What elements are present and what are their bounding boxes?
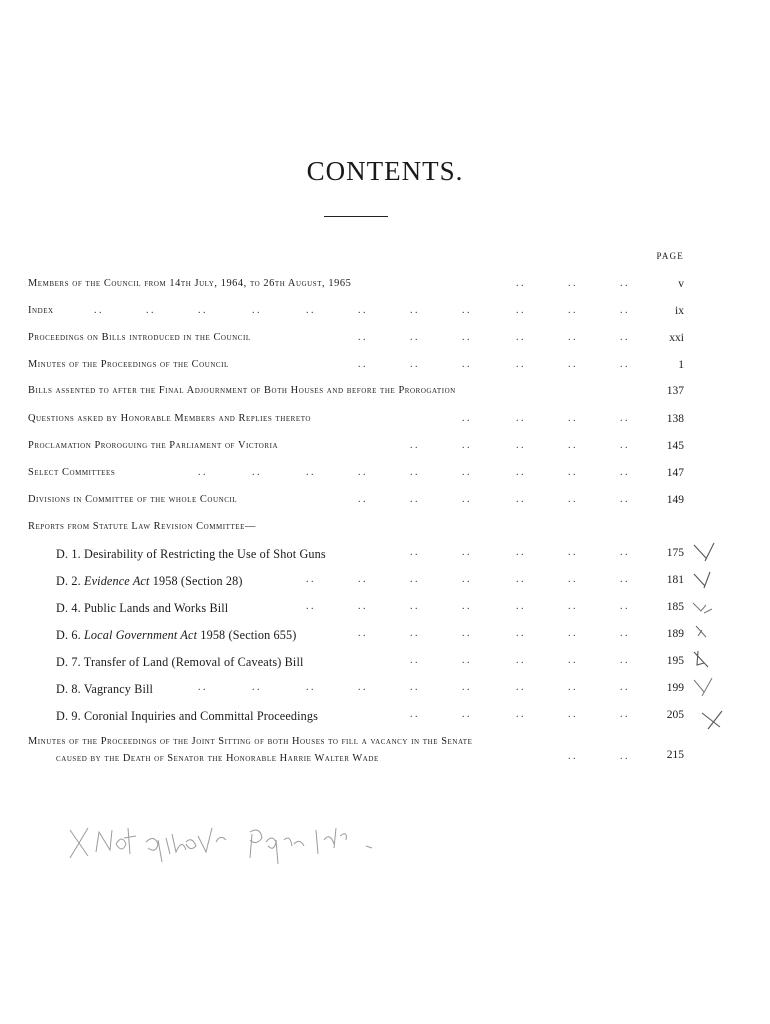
entry-label: Proceedings on Bills introduced in the Council [28, 332, 251, 343]
check-mark-icon [698, 707, 728, 733]
toc-entry-joint-sitting[interactable]: Minutes of the Proceedings of the Joint Sitting of both Houses to fill a vacancy in the Senate caused by the Death of Senator the Honorable Harrie Walter Wade . . . . 215 [0, 733, 770, 773]
toc-entry[interactable]: Proceedings on Bills introduced in the Council . . . . . . . . . . . . xxi [28, 332, 684, 344]
report-page: 175 [666, 547, 684, 559]
report-label [56, 574, 243, 589]
entry-label [28, 733, 472, 767]
report-entry[interactable]: D. 7. Transfer of Land (Removal of Caveats) Bill . . . . . . . . . . 195 [0, 655, 770, 677]
report-page: 185 [666, 601, 684, 613]
report-number: D. 9. [56, 709, 81, 723]
handwritten-pencil-note [66, 818, 446, 868]
entry-label-line1: Minutes of the Proceedings of the Joint Sitting of both Houses to fill a vacancy in the Senate [28, 736, 473, 747]
toc-entry[interactable]: Divisions in Committee of the whole Council . . . . . . . . . . . . 149 [28, 494, 684, 506]
entry-page: 147 [666, 467, 684, 479]
report-page: 199 [666, 682, 684, 694]
entry-page: 215 [666, 749, 684, 761]
toc-entry[interactable]: Members of the Council from 14th July, 1964, to 26th August, 1965 . . . . . . v [28, 278, 684, 290]
title-rule [324, 216, 388, 217]
report-page: 195 [666, 655, 684, 667]
entry-page: 137 [666, 385, 684, 397]
report-text: 1958 (Section 28) [152, 574, 243, 588]
report-page: 189 [666, 628, 684, 640]
toc-entry[interactable]: Index . . . . . . . . . . . . . . . . . . . . . . ix [28, 305, 684, 317]
entry-label: Proclamation Proroguing the Parliament of Victoria [28, 440, 279, 451]
report-text: Vagrancy Bill [83, 682, 154, 696]
check-mark-icon [690, 568, 720, 594]
report-entry[interactable]: D. 4. Public Lands and Works Bill . . . . . . . . . . . . . . 185 [0, 601, 770, 623]
report-number: D. 4. [56, 601, 81, 615]
report-page: 181 [666, 574, 684, 586]
report-entry[interactable]: D. 9. Coronial Inquiries and Committal Proceedings . . . . . . . . . . 205 [0, 709, 770, 731]
check-mark-icon [690, 649, 720, 675]
entry-page: 138 [666, 413, 684, 425]
entry-page: ix [675, 305, 684, 317]
entry-label: Members of the Council from 14th July, 1964, to 26th August, 1965 [28, 278, 352, 289]
report-number: D. 2. [56, 574, 81, 588]
report-text: Coronial Inquiries and Committal Proceedings [84, 709, 319, 723]
report-text: 1958 (Section 655) [200, 628, 297, 642]
report-label [56, 682, 153, 697]
report-label [56, 655, 304, 670]
entry-label: Divisions in Committee of the whole Council [28, 494, 238, 505]
report-italic: Evidence Act [84, 574, 150, 588]
report-label [56, 709, 318, 724]
toc-entry[interactable]: Questions asked by Honorable Members and Replies thereto . . . . . . . . 138 [28, 413, 684, 425]
report-number: D. 7. [56, 655, 81, 669]
check-mark-icon [690, 595, 720, 621]
report-label [56, 628, 296, 643]
report-label [56, 547, 326, 562]
report-text: Public Lands and Works Bill [84, 601, 229, 615]
entry-label: Bills assented to after the Final Adjournment of Both Houses and before the Prorogation [28, 385, 456, 396]
report-number: D. 8. [56, 682, 81, 696]
entry-page: xxi [669, 332, 684, 344]
entry-page: 145 [666, 440, 684, 452]
report-entry[interactable]: D. 8. Vagrancy Bill . . . . . . . . . . . . . . . . . . 199 [0, 682, 770, 704]
report-entry[interactable]: D. 1. Desirability of Restricting the Use of Shot Guns . . . . . . . . . . 175 [0, 547, 770, 569]
toc-entry[interactable]: Select Committees . . . . . . . . . . . . . . . . . . 147 [28, 467, 684, 479]
check-mark-icon [690, 676, 720, 702]
entry-page: 1 [678, 359, 684, 371]
report-page: 205 [666, 709, 684, 721]
toc-section-heading [0, 521, 770, 543]
report-entry[interactable]: D. 6. Local Government Act 1958 (Section 655) . . . . . . . . . . . . 189 [0, 628, 770, 650]
report-label [56, 601, 228, 616]
report-text: Transfer of Land (Removal of Caveats) Bill [83, 655, 304, 669]
entry-label: Select Committees [28, 467, 116, 478]
page-title: CONTENTS. [306, 156, 464, 186]
entry-page: v [678, 278, 684, 290]
report-entry[interactable]: D. 2. Evidence Act 1958 (Section 28) . . . . . . . . . . . . . . 181 [0, 574, 770, 596]
section-label: Reports from Statute Law Revision Committee— [28, 521, 256, 532]
toc-entry[interactable]: Proclamation Proroguing the Parliament of Victoria . . . . . . . . . . 145 [28, 440, 684, 452]
report-italic: Local Government Act [84, 628, 198, 642]
page-column-header: PAGE [656, 251, 684, 261]
entry-page: 149 [666, 494, 684, 506]
check-mark-icon [690, 541, 720, 567]
entry-label: Minutes of the Proceedings of the Council [28, 359, 229, 370]
entry-label-line2: caused by the Death of Senator the Honorable Harrie Walter Wade [56, 753, 379, 764]
report-number: D. 1. [56, 547, 81, 561]
check-mark-icon [690, 622, 720, 648]
entry-label: Index [28, 305, 54, 316]
report-text: Desirability of Restricting the Use of Shot Guns [84, 547, 326, 561]
report-number: D. 6. [56, 628, 81, 642]
toc-entry[interactable]: Minutes of the Proceedings of the Council . . . . . . . . . . . . 1 [28, 359, 684, 371]
toc-entry[interactable] [0, 385, 770, 407]
entry-label: Questions asked by Honorable Members and Replies thereto [28, 413, 312, 424]
